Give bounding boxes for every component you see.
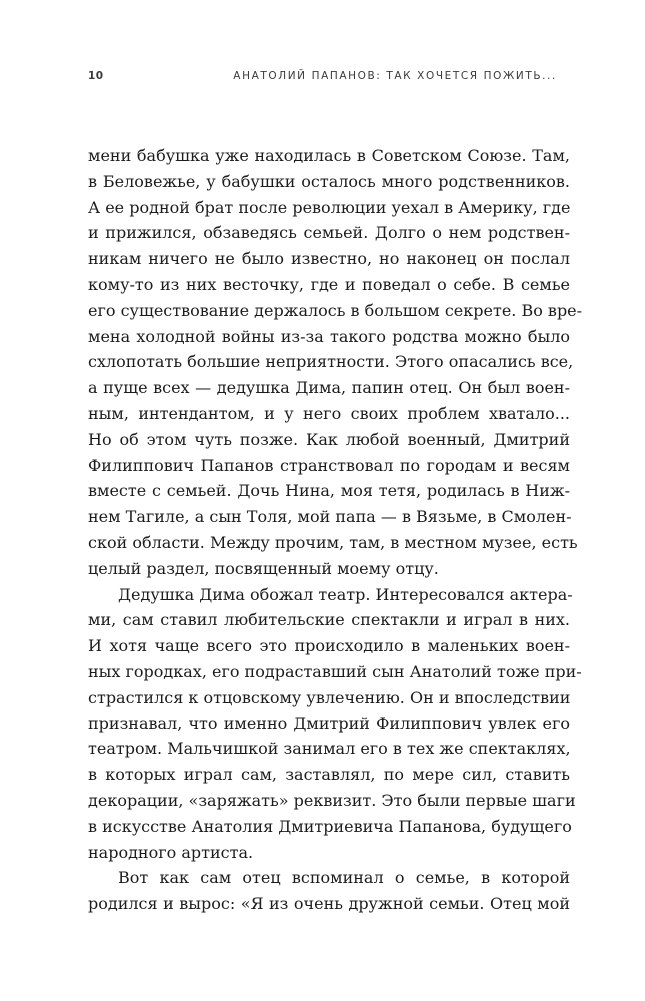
page-header — [88, 70, 557, 88]
page-number: 10 — [88, 70, 104, 82]
text-line: кому-то из них весточку, где и поведал о себе. В семье — [88, 274, 570, 294]
text-line: нем Тагиле, а сын Толя, мой папа — в Вязьме, в Смолен- — [88, 507, 572, 527]
paragraph-3 — [88, 865, 570, 917]
text-line: никам ничего не было известно, но наконец он послал — [88, 249, 570, 269]
text-line: а пуще всех — дедушка Дима, папин отец. Он был воен- — [88, 378, 570, 398]
text-line: народного артиста. — [88, 842, 254, 862]
text-line: ных городках, его подраставший сын Анатолий тоже при- — [88, 661, 582, 681]
text-line: ской области. Между прочим, там, в местном музее, есть — [88, 532, 578, 552]
text-line: ным, интендантом, и у него своих проблем хватало... — [88, 403, 570, 423]
text-line: его существование держалось в большом секрете. Во вре- — [88, 300, 583, 320]
text-line: в которых играл сам, заставлял, по мере сил, ставить — [88, 765, 570, 785]
text-line: театром. Мальчишкой занимал его в тех же спектаклях, — [88, 739, 571, 759]
text-line: целый раздел, посвященный моему отцу. — [88, 558, 439, 578]
text-line: ми, сам ставил любительские спектакли и играл в них. — [88, 610, 570, 630]
text-line: в Беловежье, у бабушки осталось много родственников. — [88, 171, 570, 191]
text-line: родился и вырос: «Я из очень дружной семьи. Отец мой — [88, 894, 570, 914]
text-line: схлопотать большие неприятности. Этого опасались все, — [88, 352, 574, 372]
text-line: страстился к отцовскому увлечению. Он и впоследствии — [88, 687, 571, 707]
text-line: А ее родной брат после революции уехал в Америку, где — [88, 197, 571, 217]
text-line: Но об этом чуть позже. Как любой военный, Дмитрий — [88, 429, 570, 449]
text-line: мени бабушка уже находилась в Советском Союзе. Там, — [88, 146, 570, 165]
text-line: декорации, «заряжать» реквизит. Это были первые шаги — [88, 790, 576, 810]
text-line: Дедушка Дима обожал театр. Интересовался актера- — [118, 584, 573, 604]
text-line: И хотя чаще всего это происходило в маленьких воен- — [88, 636, 570, 656]
paragraph-1 — [88, 143, 583, 582]
text-line: и прижился, обзаведясь семьей. Долго о нем родствен- — [88, 223, 570, 243]
text-line: признавал, что именно Дмитрий Филиппович увлек его — [88, 713, 570, 733]
paragraph-2 — [88, 582, 582, 866]
text-line: Филиппович Папанов странствовал по городам и весям — [88, 455, 570, 475]
text-line: Вот как сам отец вспоминал о семье, в которой — [118, 868, 570, 888]
text-line: мена холодной войны из-за такого родства можно было — [88, 326, 570, 346]
running-title: АНАТОЛИЙ ПАПАНОВ: ТАК ХОЧЕТСЯ ПОЖИТЬ... — [233, 70, 557, 82]
text-line: в искусстве Анатолия Дмитриевича Папанова, будущего — [88, 816, 572, 836]
text-line: вместе с семьей. Дочь Нина, моя тетя, родилась в Ниж- — [88, 481, 570, 501]
body-text — [88, 143, 583, 917]
